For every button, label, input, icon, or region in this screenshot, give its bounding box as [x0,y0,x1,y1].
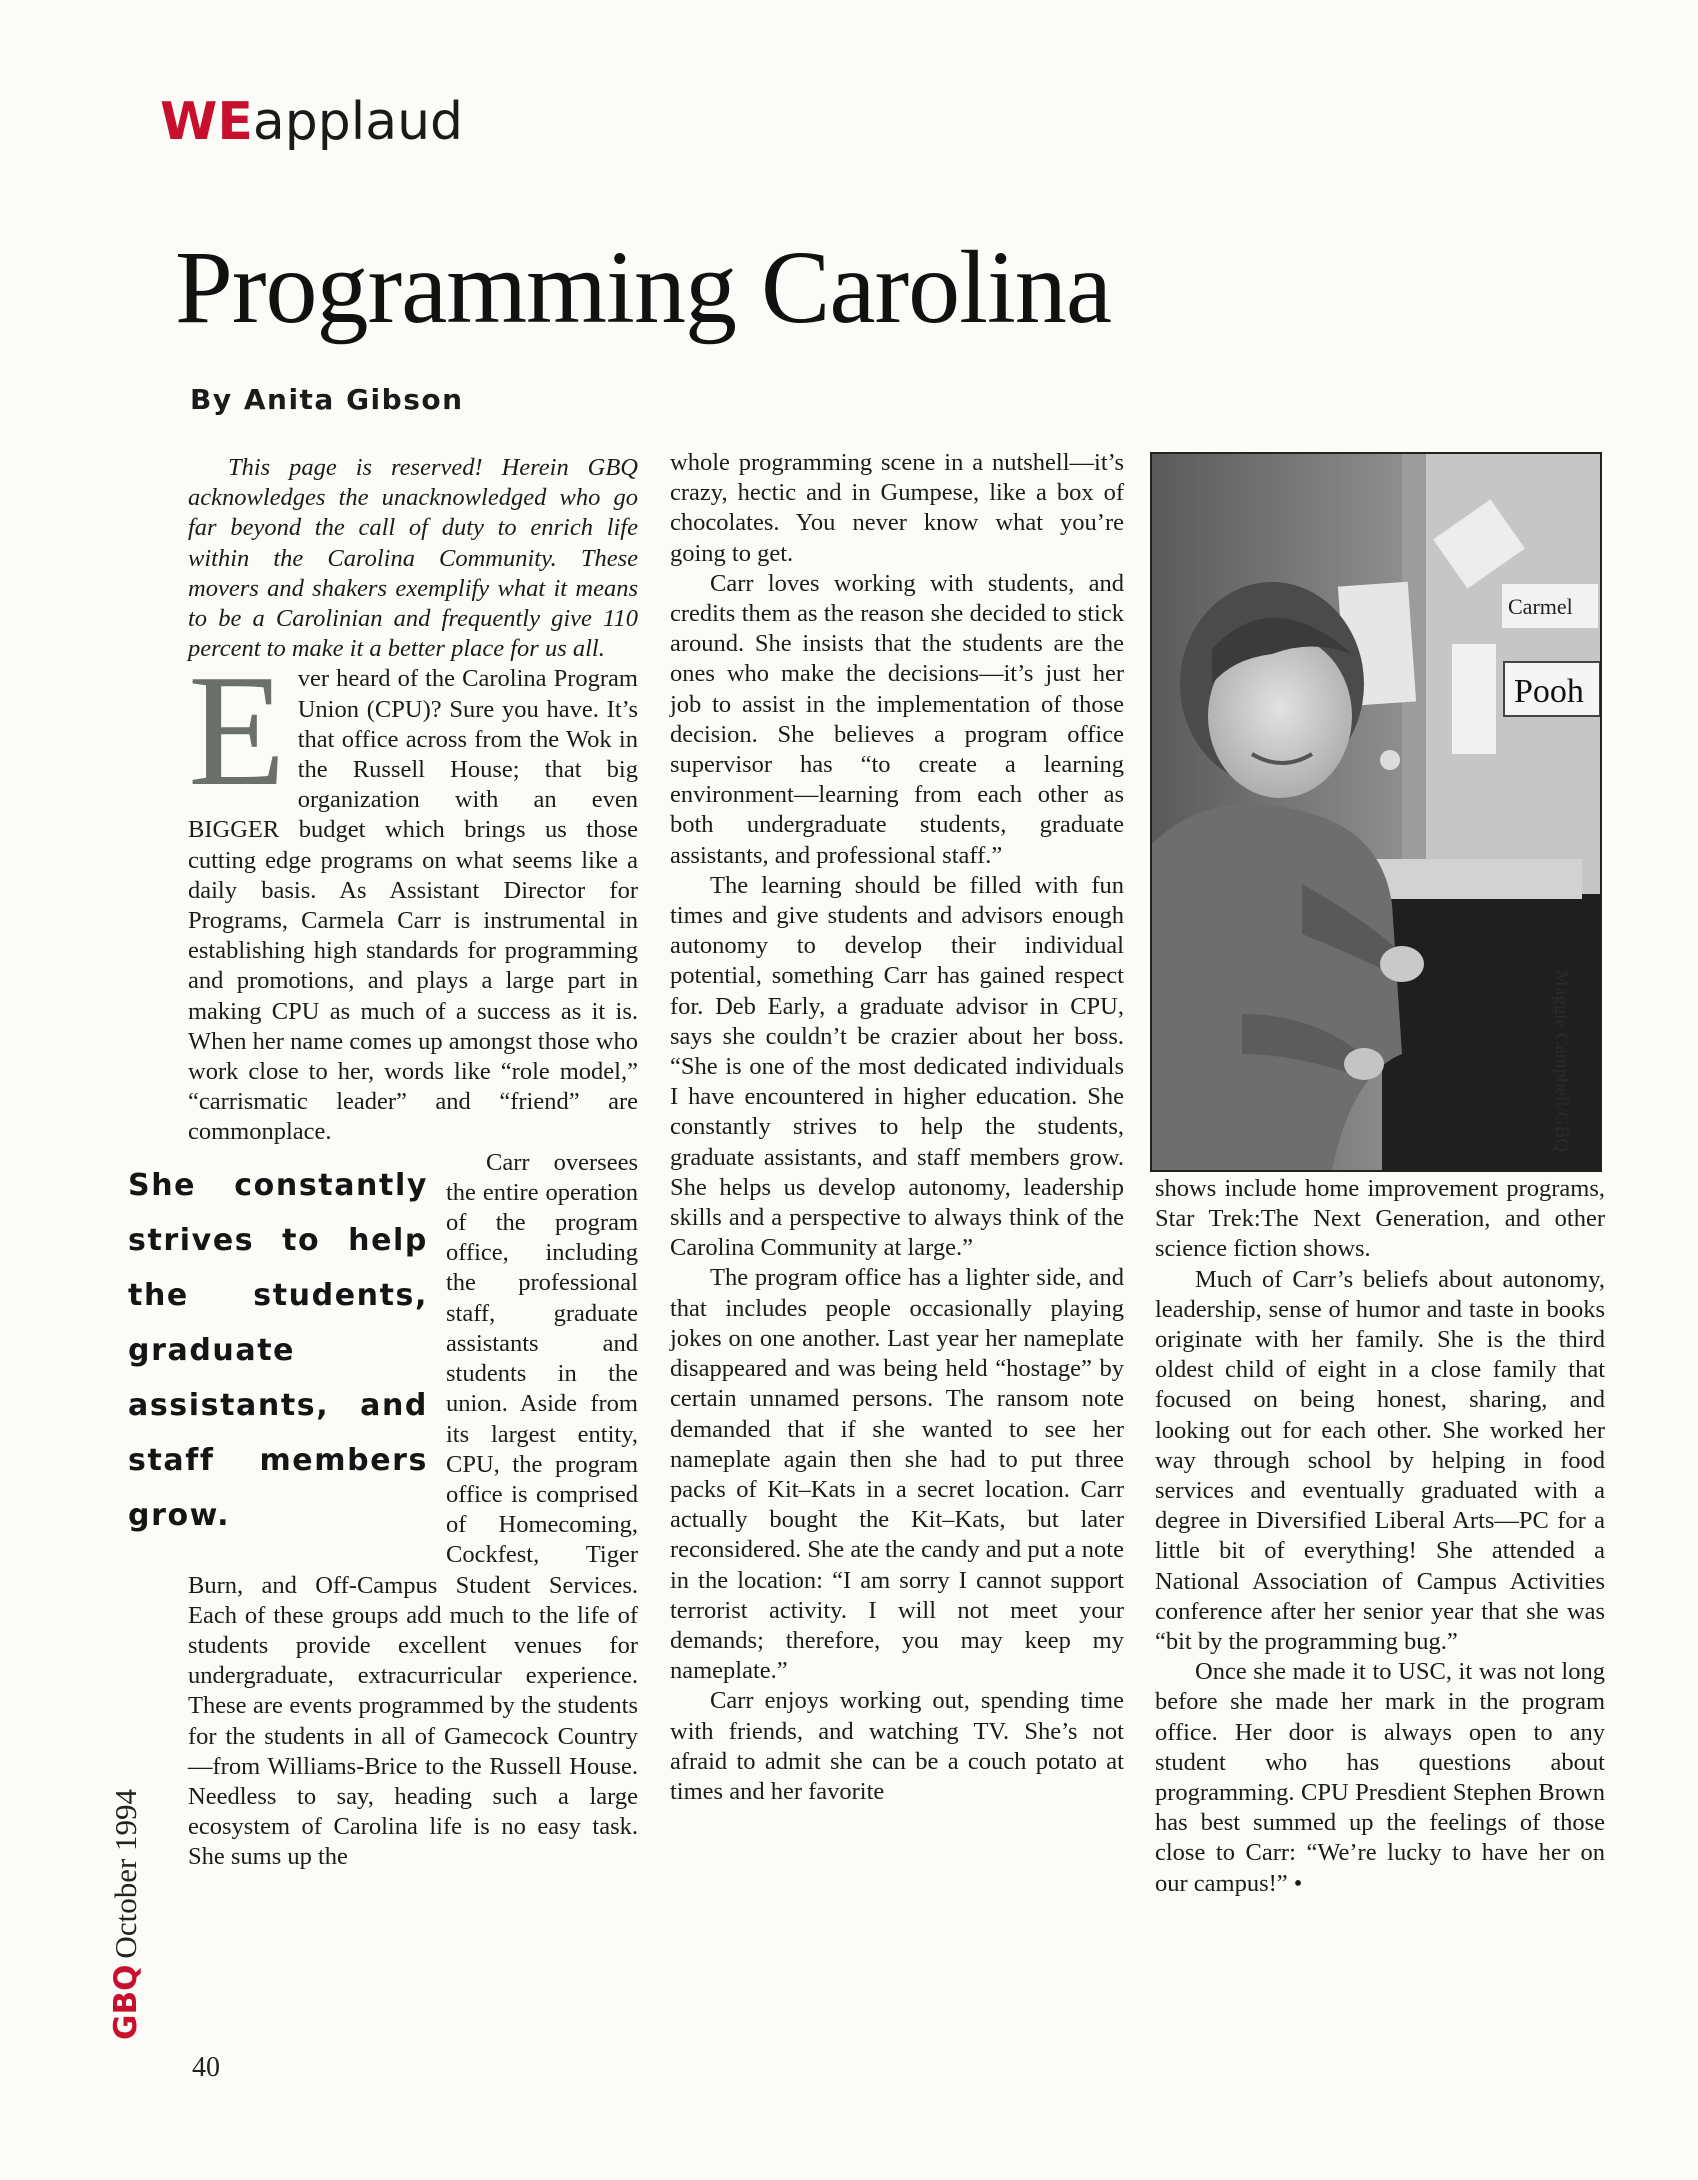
issue-date: October 1994 [108,1788,143,1959]
portrait-photo [1150,452,1602,1172]
article-paragraph: shows include home improvement programs, Star Trek:The Next Generation, and other science fiction shows. [1155,1175,1605,1263]
article-paragraph: whole programming scene in a nutshell—it’s crazy, hectic and in Gumpese, like a box of chocolates. You never know what you’re going to get. [670,449,1124,567]
photo-credit: Maggie Campbell/GBQ [1551,970,1572,1153]
page-title: Programming Carolina [175,230,1112,345]
section-label-we: WE [160,92,253,152]
article-paragraph: Much of Carr’s beliefs about autonomy, leadership, sense of humor and taste in books originate with her family. She is the third oldest child of eight in a close family that focused on being honest, sharing, and looking out for each other. She worked her way through school by helping in food services and eventually graduated with a degree in Diversified Liberal Arts—PC for a little bit of everything! She attended a National Association of Campus Activities conference after her senior year that she was “bit by the programming bug.” [1155,1265,1605,1656]
article-paragraph: Carr oversees the entire operation of the program office, including the professional staff, graduate assistants and students in the union. Aside from its largest entity, CPU, the program office is comprised of Homecoming, Cockfest, Tiger Burn, and Off-Campus Student Services. Each of these groups add much to the life of students provide excellent venues for undergraduate, extracurricular experience. These are events programmed by the students for the students in all of Gamecock Country—from Williams-Brice to the Russell House. Needless to say, heading such a large ecosystem of Carolina life is no easy task. She sums up the [188,1148,638,1871]
magazine-name: GBQ [108,1964,144,2040]
page-number: 40 [192,2052,220,2083]
pull-quote: She constantly strives to help the students, graduate assistants, and staff members grow. [128,1167,428,1533]
article-column-2 [670,448,1124,1807]
article-paragraph: Once she made it to USC, it was not long before she made her mark in the program office. Her door is always open to any student who has questions about programming. CPU Presdient Stephen Brown has best summed up the feelings of those close to Carr: “We’re lucky to have her on our campus!” • [1155,1658,1605,1897]
article-paragraph [188,641,638,1147]
article-text: ver heard of the Carolina Program Union (CPU)? Sure you have. It’s that office across from the Wok in the Russell House; that big organization with an even BIGGER budget which brings us those cutting edge programs on what seems like a daily basis. As Assistant Director for Programs, Carmela Carr is instrumental in establishing high standards for programming and promotions, and plays a large part in making CPU as much of a success as it is. When her name comes up amongst those who work close to her, words like “role model,” “carrismatic leader” and “friend” are commonplace. [188,665,638,1146]
article-column-1 [128,453,638,2013]
photo-sign-pooh: Pooh [1514,673,1584,710]
article-paragraph: The learning should be filled with fun times and give students and advisors enough autonomy to develop their individual potential, something Carr has gained respect for. Deb Early, a graduate advisor in CPU, says she couldn’t be crazier about her boss. “She is one of the most dedicated individuals I have encountered in higher education. She constantly strives to help the students, graduate assistants, and staff members grow. She helps us develop autonomy, leadership skills and a perspective to always think of the Carolina Community at large.” [670,871,1124,1262]
article-paragraph: The program office has a lighter side, and that includes people occasionally playing jokes on one another. Last year her nameplate disappeared and was being held “hostage” by certain unnamed persons. The ransom note demanded that if she wanted to see her nameplate again then she had to put three packs of Kit–Kats in a secret location. Carr actually bought the Kit–Kats, but later reconsidered. She ate the candy and put a note in the location: “I am sorry I cannot support terrorist activity. I will not meet your demands; therefore, you may keep my nameplate.” [670,1264,1124,1685]
intro-paragraph: This page is reserved! Herein GBQ acknowledges the unacknowledged who go far beyond the call of duty to enrich life within the Carolina Community. These movers and shakers exemplify what it means to be a Carolinian and frequently give 110 percent to make it a better place for us all. [188,454,638,663]
article-column-3 [1155,1174,1605,1899]
section-label-rest: applaud [252,92,464,152]
photo-sign-carmel: Carmel [1508,594,1573,619]
portrait-illustration [1152,454,1600,1170]
article-paragraph: Carr loves working with students, and credits them as the reason she decided to stick around. She insists that the students are the ones who make the decisions—it’s just her job to assist in the implementation of those decision. She believes a program office supervisor has “to create a learning environment—learning from each other as both undergraduate students, graduate assistants, and professional staff.” [670,569,1124,869]
drop-cap: E [188,641,286,820]
article-paragraph: Carr enjoys working out, spending time with friends, and watching TV. She’s not afraid to admit she can be a couch potato at times and her favorite [670,1687,1124,1805]
byline: By Anita Gibson [190,383,464,416]
issue-date-sidebar [108,1789,144,2040]
section-label [160,92,463,152]
